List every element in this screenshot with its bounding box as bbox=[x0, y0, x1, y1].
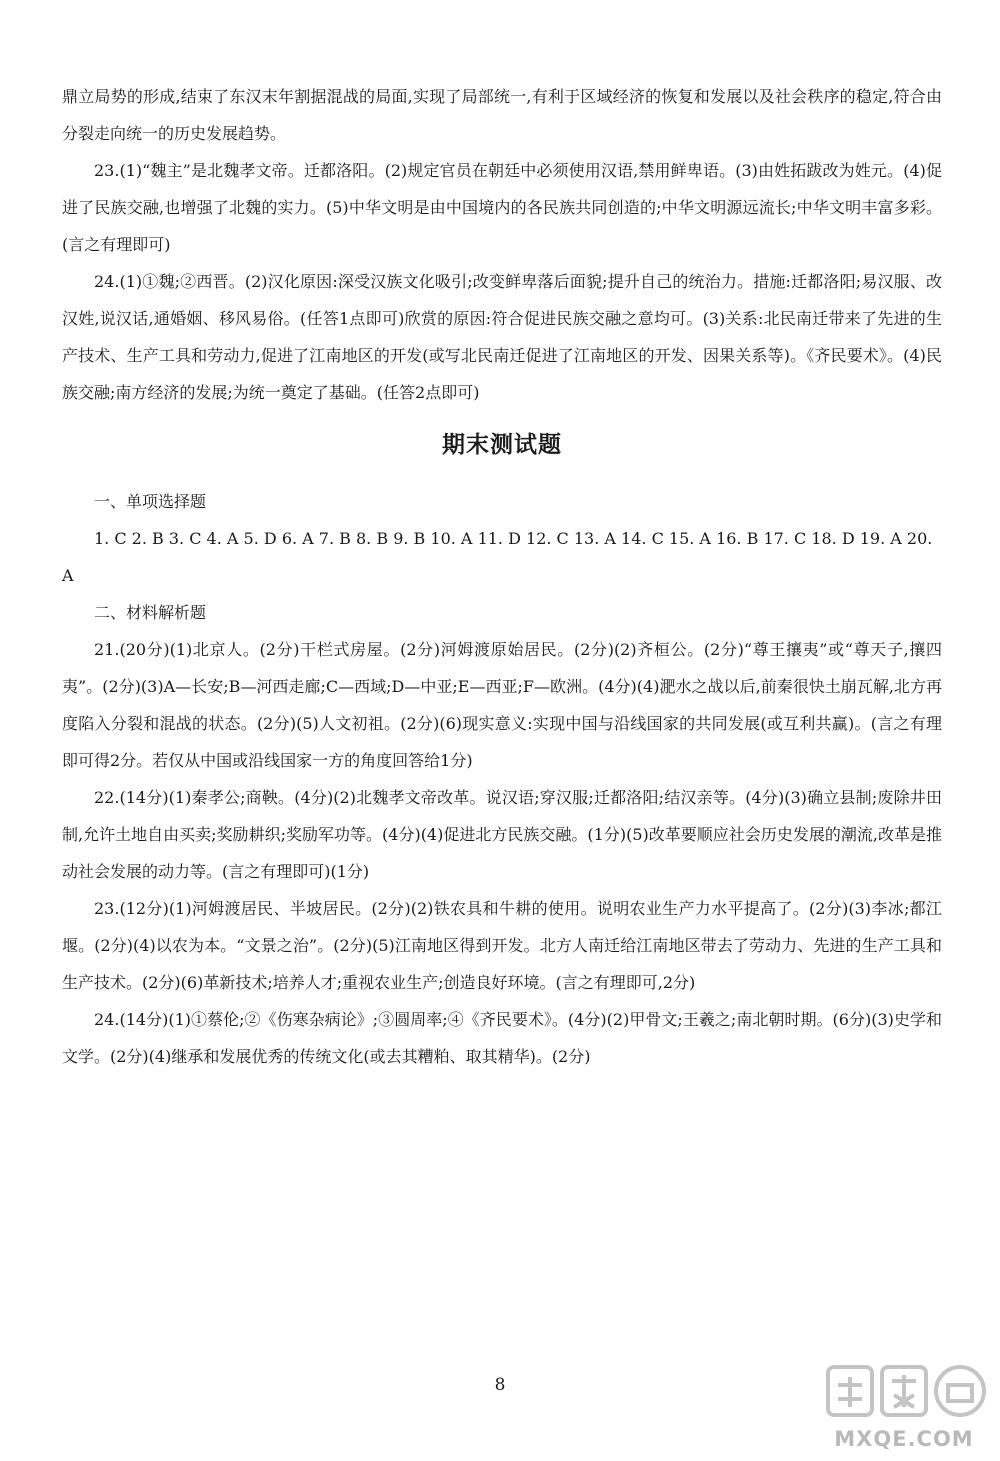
section2-heading: 二、材料解析题 bbox=[94, 603, 207, 622]
answer-24: 24.(14分)(1)①蔡伦;②《伤寒杂病论》;③圆周率;④《齐民要术》。(4分)(2)甲骨文;王羲之;南北朝时期。(6分)(3)史学和文学。(2分)(4)继承和发展优秀的传统文化(或去其糟粕、取其精华)。(2分) bbox=[62, 1010, 942, 1066]
document-page bbox=[62, 78, 942, 1075]
page-number: 8 bbox=[494, 1375, 506, 1395]
answer-22: 22.(14分)(1)秦孝公;商鞅。(4分)(2)北魏孝文帝改革。说汉语;穿汉服;迁都洛阳;结汉亲等。(4分)(3)确立县制;废除井田制,允许土地自由买卖;奖励耕织;奖励军功等。(4分)(4)促进北方民族交融。(1分)(5)改革要顺应社会历史发展的潮流,改革是推动社会发展的动力等。(言之有理即可)(1分) bbox=[62, 788, 942, 881]
answer-21: 21.(20分)(1)北京人。(2分)干栏式房屋。(2分)河姆渡原始居民。(2分)(2)齐桓公。(2分)“尊王攘夷”或“尊天子,攘四夷”。(2分)(3)A—长安;B—河西走廊;C—西域;D—中亚;E—西亚;F—欧洲。(4分)(4)淝水之战以后,前秦很快土崩瓦解,北方再度陷入分裂和混战的状态。(2分)(5)人文初祖。(2分)(6)现实意义:实现中国与沿线国家的共同发展(或互利共赢)。(言之有理即可得2分。若仅从中国或沿线国家一方的角度回答给1分) bbox=[62, 640, 942, 770]
final-test-title: 期末测试题 bbox=[442, 432, 562, 458]
answer-23-previous: 23.(1)“魏主”是北魏孝文帝。迁都洛阳。(2)规定官员在朝廷中必须使用汉语,禁用鲜卑语。(3)由姓拓跋改为姓元。(4)促进了民族交融,也增强了北魏的实力。(5)中华文明是由中国境内的各民族共同创造的;中华文明源远流长;中华文明丰富多彩。(言之有理即可) bbox=[62, 161, 942, 254]
continuation-paragraph: 鼎立局势的形成,结束了东汉末年割据混战的局面,实现了局部统一,有利于区域经济的恢复和发展以及社会秩序的稳定,符合由分裂走向统一的历史发展趋势。 bbox=[62, 87, 942, 143]
multiple-choice-answers: 1. C 2. B 3. C 4. A 5. D 6. A 7. B 8. B 9. B 10. A 11. D 12. C 13. A 14. C 15. A 16. B 17. C 18. D 19. A 20. A bbox=[62, 529, 933, 585]
section1-heading: 一、单项选择题 bbox=[94, 492, 207, 511]
watermark-text: MXQE.COM bbox=[834, 1427, 974, 1451]
watermark-logo-icon bbox=[814, 1357, 994, 1427]
answer-23: 23.(12分)(1)河姆渡居民、半坡居民。(2分)(2)铁农具和牛耕的使用。说明农业生产力水平提高了。(2分)(3)李冰;都江堰。(2分)(4)以农为本。“文景之治”。(2分)(5)江南地区得到开发。北方人南迁给江南地区带去了劳动力、先进的生产工具和生产技术。(2分)(6)革新技术;培养人才;重视农业生产;创造良好环境。(言之有理即可,2分) bbox=[62, 899, 942, 992]
answer-24-previous: 24.(1)①魏;②西晋。(2)汉化原因:深受汉族文化吸引;改变鲜卑落后面貌;提升自己的统治力。措施:迁都洛阳;易汉服、改汉姓,说汉话,通婚姻、移风易俗。(任答1点即可)欣赏的原因:符合促进民族交融之意均可。(3)关系:北民南迁带来了先进的生产技术、生产工具和劳动力,促进了江南地区的开发(或写北民南迁促进了江南地区的开发、因果关系等)。《齐民要术》。(4)民族交融;南方经济的发展;为统一奠定了基础。(任答2点即可) bbox=[62, 272, 942, 402]
watermark-logo bbox=[814, 1357, 994, 1455]
